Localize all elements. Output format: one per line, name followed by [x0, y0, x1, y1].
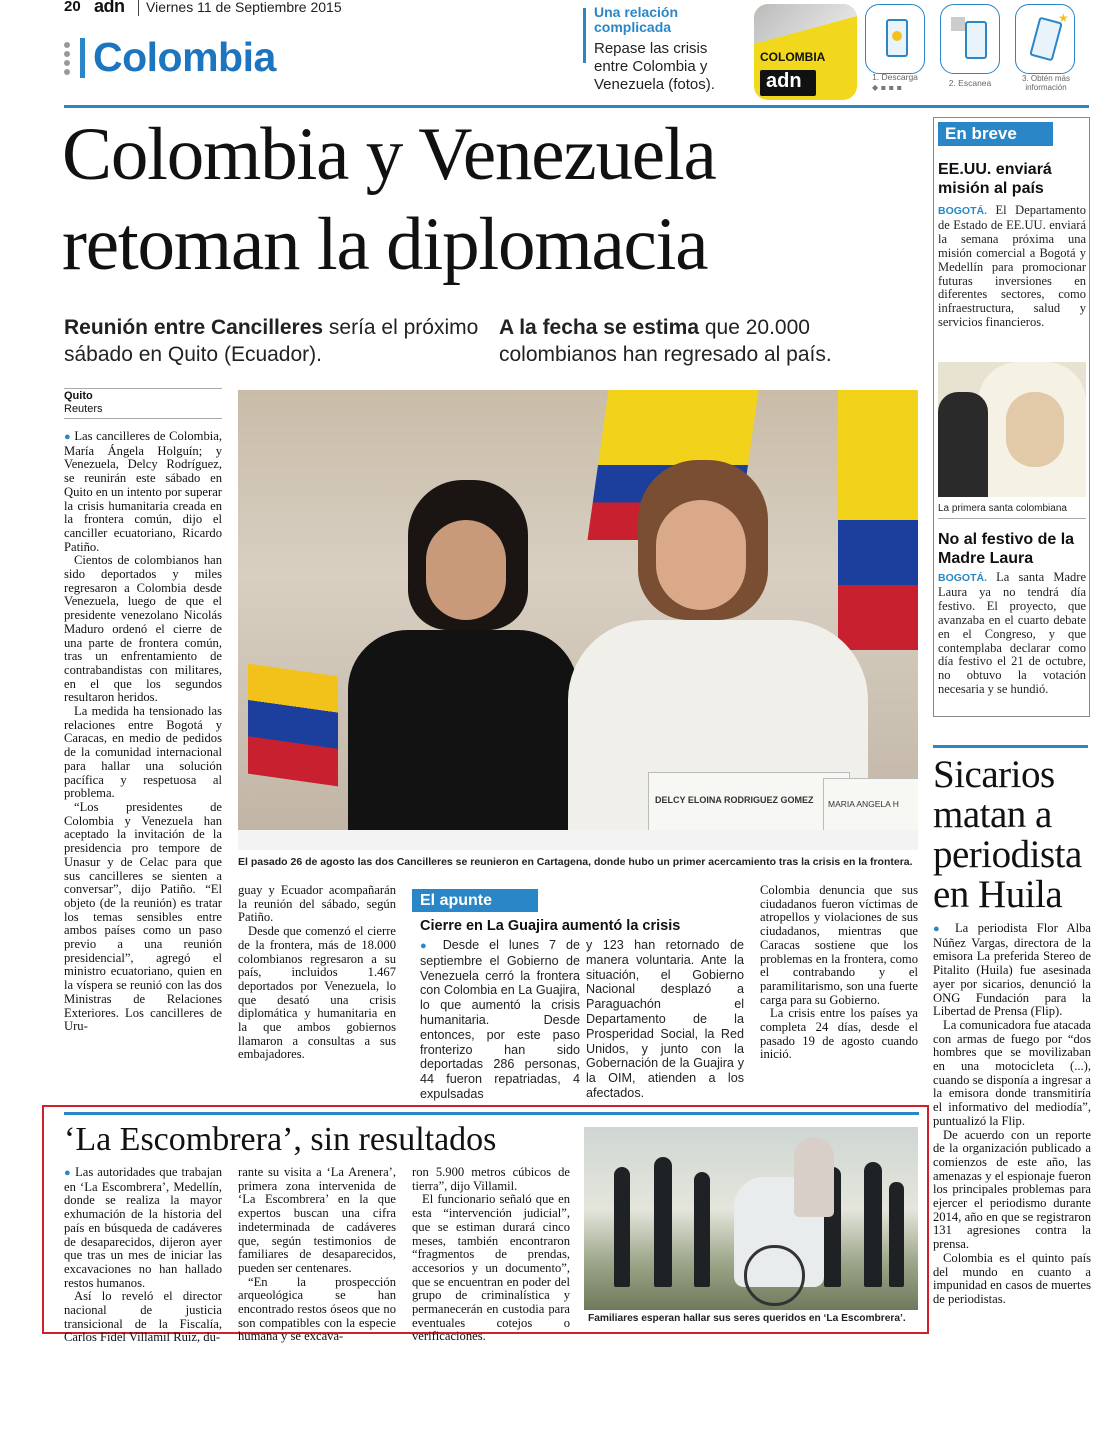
main-column-4: [760, 884, 918, 1062]
breve-item1-city: BOGOTÁ.: [938, 205, 987, 217]
escombrera-column-1: [64, 1166, 222, 1345]
masthead-rule: [64, 105, 1089, 108]
sicarios-p4: Colombia es el quinto país del mundo en cuanto a impunidad en casos de muertes de periodistas.: [933, 1250, 1091, 1306]
headline-line-2: retoman la diplomacia: [62, 203, 708, 286]
main-col1-p4: “Los presidentes de Colombia y Venezuela han aceptado la invitación de la presidencia pro tempore de Unasur y de Celac para que sus cancilleres se sienten a conversar”, dijo Patiño. “El objeto (de la reunión) es tratar los temas sensibles entre ambos países como un paso previo a una reunión presidencial”, agregó el ministro ecuatoriano, quien en la víspera se reunió con las dos Ministras de Relaciones Exteriores. Los cancilleres de Uru-: [64, 799, 222, 1034]
nameplate-left-text: DELCY ELOINA RODRIGUEZ GOMEZ: [655, 795, 814, 805]
bullet-icon: ●: [64, 1167, 76, 1179]
apunte-col-a-text: Desde el lunes 7 de septiembre el Gobierno de Venezuela cerró la frontera con Colombia en La Guajira, lo que aumentó la crisis humanitaria. Desde entonces, por este paso fronterizo han sido deportadas 286 personas, 44 fueron repatriadas, 4 expulsadas: [420, 938, 581, 1101]
sicarios-p2: La comunicadora fue atacada con armas de fuego por “dos hombres que se movilizaban en una motocicleta (...), cuando se disponía a ingresar a la emisora donde transmitiría el informativo del mediodía”, puntualizó la Flip.: [933, 1017, 1091, 1128]
escombrera-col1-p2: Así lo reveló el director nacional de justicia transicional de la Fiscalía, Carlos Fidel Villamil Ruiz, du-: [64, 1289, 222, 1345]
deck-left-rest: sería el próximo sábado en Quito (Ecuador).: [64, 316, 479, 366]
flag-venezuela: [248, 664, 338, 787]
headline-line-1: Colombia y Venezuela: [62, 113, 716, 196]
escombrera-col3-p2: El funcionario señaló que en esta “intervención judicial”, que se estiman durará cinco meses, también encontraron “fragmentos de prendas, accesorios y un documento”, que se encuentran en poder del grupo de criminalística y permanecerán en custodia para eventuales cotejos o verificaciones.: [412, 1192, 570, 1344]
wheelchair-wheel: [744, 1245, 805, 1306]
promo-title: Una relación complicada: [594, 4, 679, 35]
store-icons: ◆ ▪ ▪ ▪: [872, 83, 903, 92]
bullet-icon: ●: [64, 431, 75, 443]
app-label-bottom: adn: [766, 70, 802, 92]
silhouette-figure: [654, 1157, 672, 1287]
step-scan-icon: [940, 4, 1000, 74]
apunte-col-b: y 123 han retornado de manera voluntaria. Ante la situación, el Gobierno Nacional desplazó a Paraguachón el Departamento de la Prosperidad Social, la Red Unidos, y junto con la Gobernación de la Guajira y la OIM, atienden a los afectados.: [586, 938, 744, 1100]
bullet-icon: ●: [933, 923, 955, 935]
promo-divider: [583, 8, 586, 63]
apunte-title: Cierre en La Guajira aumentó la crisis: [420, 918, 681, 934]
sicarios-headline: Sicarios matan a periodista en Huila: [933, 753, 1082, 916]
breve-item2-title: No al festivo de la Madre Laura: [938, 531, 1075, 567]
escombrera-col3-p1: ron 5.900 metros cúbicos de tierra”, dijo Villamil.: [412, 1165, 570, 1193]
breve-item2-body: [938, 571, 1086, 697]
helper-person: [794, 1137, 834, 1217]
deck-right: [499, 314, 929, 368]
app-label-top: COLOMBIA: [760, 50, 826, 64]
promo-text: Repase las crisis entre Colombia y Venezuela (fotos).: [594, 40, 715, 93]
main-column-2: [238, 884, 396, 1062]
deck-left-bold: Reunión entre Cancilleres: [64, 316, 324, 339]
breve-item1-title: EE.UU. enviará misión al país: [938, 161, 1052, 197]
breve-item1-text: El Departamento de Estado de EE.UU. enviará la semana próxima una misión comercial a Bogotá y Medellín para promocionar futuras inversiones en diferentes sectores, como infraestructura, salud y servicios financieros.: [938, 203, 1086, 330]
escombrera-column-3: [412, 1166, 570, 1344]
painting-face: [1006, 392, 1064, 467]
person-left: [348, 480, 578, 850]
sicarios-p1: La periodista Flor Alba Núñez Vargas, directora de la emisora La preferida Stereo de Pitalito (Huila) fue asesinada ayer por sicarios, denunció la ONG Fundación para la Libertad de Prensa (Flip).: [933, 921, 1091, 1019]
nameplate-left: [648, 772, 850, 832]
main-col4-p1: Colombia denuncia que sus ciudadanos fueron víctimas de atropellos y violaciones de sus ciudadanos, mientras que Caracas sostiene que los problemas en la frontera, como el contrabando y el paramilitarismo, son una fuerte carga para su Gobierno.: [760, 883, 918, 1007]
bullet-icon: ●: [420, 940, 443, 952]
escombrera-col2-p2: “En la prospección arqueológica se han encontrado restos óseos que no son compatibles con la especie humana y se excava-: [238, 1274, 396, 1344]
section-dots: [64, 42, 70, 75]
breve-label: En breve: [938, 122, 1053, 146]
escombrera-photo-caption: Familiares esperan hallar sus seres queridos en ‘La Escombrera’.: [588, 1313, 906, 1324]
section-title: Colombia: [93, 34, 276, 80]
breve-item2-city: BOGOTÁ.: [938, 572, 987, 584]
breve-item1-body: [938, 204, 1086, 330]
step-3-label: 3. Obtén más información: [1021, 74, 1071, 92]
silhouette-figure: [614, 1167, 630, 1287]
issue-date: Viernes 11 de Septiembre 2015: [146, 0, 342, 15]
sicarios-body: [933, 922, 1091, 1307]
apunte-label: El apunte: [412, 889, 538, 912]
breve-photo-rule: [938, 518, 1086, 519]
step-download-icon: [865, 4, 925, 74]
main-col1-p2: Cientos de colombianos han sido deportados y miles regresaron a Colombia desde Venezuela, luego de que el presidente venezolano Nicolás Maduro ordenó el cierre de una parte de frontera común, tras un enfrentamiento de contrabandistas con militares, en el que los segundos resultaron heridos.: [64, 553, 222, 705]
brand-logo: adn: [94, 0, 125, 16]
nameplate-right-text: MARIA ANGELA H: [828, 799, 899, 809]
main-col4-p2: La crisis entre los países ya completa 24 días, desde el pasado 19 de agosto cuando inició.: [760, 1006, 918, 1062]
step-info-icon: ★: [1015, 4, 1075, 74]
masthead-divider: [138, 0, 139, 16]
main-photo-caption: El pasado 26 de agosto las dos Cancilleres se reunieron en Cartagena, donde hubo un primer acercamiento tras la crisis en la frontera.: [238, 856, 913, 868]
apunte-col-a: [420, 938, 580, 1102]
sicarios-p3: De acuerdo con un reporte de la organización publicado a comienzos de este año, las amenazas y el espionaje fueron los principales problemas para ejercer el periodismo durante 2014, año en que se registraron 131 agresiones contra la prensa.: [933, 1127, 1091, 1252]
escombrera-column-2: [238, 1166, 396, 1344]
main-column-1: [64, 430, 222, 1034]
main-col1-p3: La medida ha tensionado las relaciones entre Bogotá y Caracas, en medio de pedidos de la comunidad internacional para hallar una solución pacífica y respetuosa al problema.: [64, 704, 222, 801]
nameplate-right: [823, 778, 918, 832]
breve-photo-caption: La primera santa colombiana: [938, 503, 1067, 514]
app-icon[interactable]: [754, 4, 857, 100]
deck-right-bold: A la fecha se estima: [499, 316, 699, 339]
main-headline: [62, 110, 922, 290]
section-bar: [80, 38, 85, 78]
sicarios-rule: [933, 745, 1088, 748]
escombrera-headline: ‘La Escombrera’, sin resultados: [64, 1121, 497, 1158]
escombrera-col1-p1: Las autoridades que trabajan en ‘La Escombrera’, Medellín, donde se realiza la mayor exhumación de la historia del país en búsqueda de cadáveres de desaparecidos, dijeron ayer que tras un mes de iniciar las excavaciones no han hallado restos humanos.: [64, 1165, 222, 1290]
main-col1-p1: Las cancilleres de Colombia, María Ángela Holguín; y Venezuela, Delcy Rodríguez, se reunirán este sábado en Quito en un intento por superar la crisis humanitaria creada en la frontera común, dijo el canciller ecuatoriano, Ricardo Patiño.: [64, 429, 222, 554]
table-cloth: [238, 830, 918, 850]
breve-photo: [938, 362, 1086, 497]
silhouette-figure: [694, 1172, 710, 1287]
deck-right-rest: que 20.000 colombianos han regresado al país.: [499, 316, 832, 366]
dateline-rule: [64, 388, 222, 389]
person-silhouette: [938, 392, 988, 497]
deck-left: [64, 314, 484, 368]
main-photo: [238, 390, 918, 850]
main-col2-p2: Desde que comenzó el cierre de la frontera, más de 18.000 colombianos regresaron a su país, incluidos 1.467 deportados por Venezuela, lo que desató una crisis diplomática y humanitaria en la que ambos gobiernos llamaron a consultas a sus embajadores.: [238, 924, 396, 1062]
escombrera-rule: [64, 1112, 919, 1115]
step-2-label: 2. Escanea: [948, 78, 992, 88]
silhouette-figure: [889, 1182, 904, 1287]
dateline-city: Quito: [64, 390, 93, 402]
page-number: 20: [64, 0, 81, 15]
dateline-rule-2: [64, 418, 222, 419]
dateline-source: Reuters: [64, 403, 103, 415]
silhouette-figure: [864, 1162, 882, 1287]
escombrera-photo: [584, 1127, 918, 1310]
breve-item2-text: La santa Madre Laura ya no tendrá día festivo. El proyecto, que avanzaba en el cuarto debate en el Congreso, y que contemplaba declarar como día festivo el 21 de octubre, no obtuvo la votación necesaria y se hundió.: [938, 570, 1086, 697]
main-col2-p1: guay y Ecuador acompañarán la reunión del sábado, según Patiño.: [238, 883, 396, 925]
escombrera-col2-p1: rante su visita a ‘La Arenera’, primera zona intervenida de ‘La Escombrera’ en la que expertos buscan una cifra indeterminada de cadáveres que, según testimonios de familiares de desaparecidos, pueden ser centenares.: [238, 1165, 396, 1275]
step-1-label: 1. Descarga: [872, 72, 918, 82]
